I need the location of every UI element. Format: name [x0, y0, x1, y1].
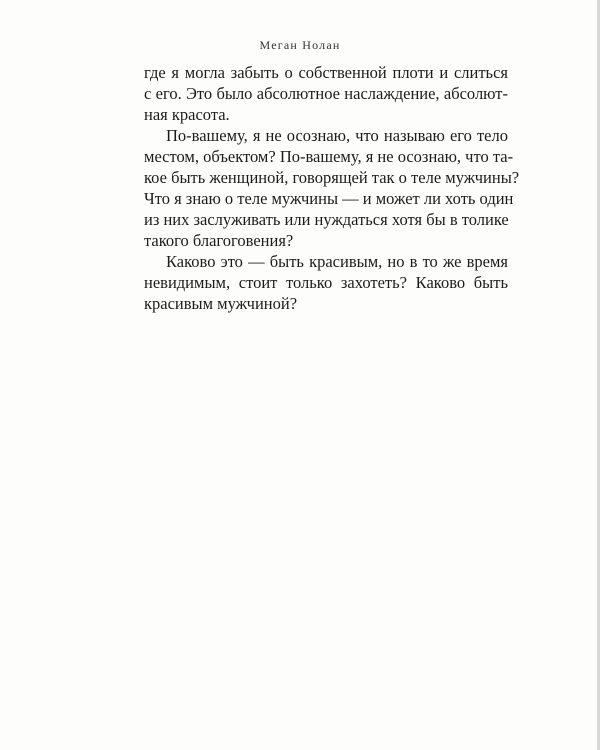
- running-header-author: Меган Нолан: [259, 38, 341, 52]
- text-line: Что я знаю о теле мужчины — и может ли хоть один: [144, 189, 514, 208]
- text-line: красивым мужчиной?: [144, 294, 298, 313]
- text-line: с его. Это было абсолютное наслаждение, абсолют-: [144, 84, 508, 103]
- paragraph: [144, 251, 508, 314]
- text-line: местом, объектом? По-вашему, я не осознаю, что та-: [144, 147, 514, 166]
- text-line: По-вашему, я не осознаю, что называю его тело: [166, 126, 508, 145]
- body-text: [144, 62, 520, 314]
- text-line: из них заслуживать или нуждаться хотя бы в толике: [144, 210, 509, 229]
- paragraph: [144, 125, 520, 251]
- text-line: ная красота.: [144, 105, 230, 124]
- text-line: такого благоговения?: [144, 231, 294, 250]
- text-line: кое быть женщиной, говорящей так о теле мужчины?: [144, 168, 520, 187]
- paragraph: [144, 62, 508, 125]
- text-line: невидимым, стоит только захотеть? Каково быть: [144, 273, 508, 292]
- text-line: где я могла забыть о собственной плоти и слиться: [144, 63, 508, 82]
- text-line: Каково это — быть красивым, но в то же время: [166, 252, 508, 271]
